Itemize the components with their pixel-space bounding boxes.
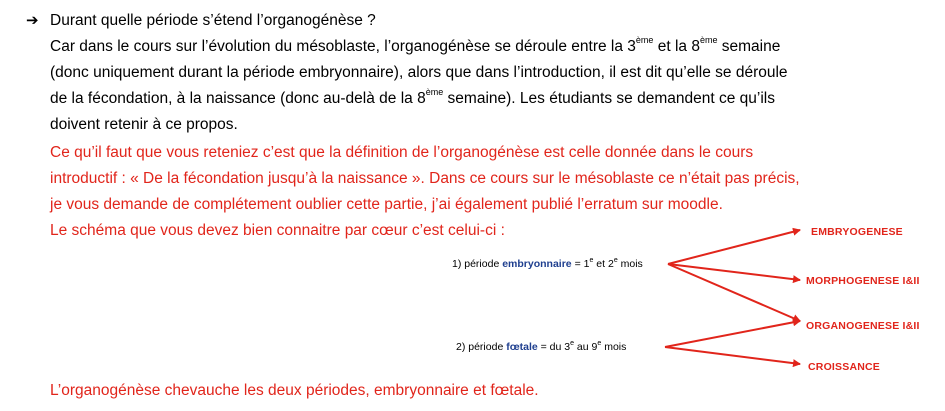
answer-conclusion: L’organogénèse chevauche les deux périodes, embryonnaire et fœtale.: [50, 382, 539, 399]
superscript: e: [589, 257, 594, 264]
question-title: Durant quelle période s’étend l’organogénèse ?: [50, 12, 376, 29]
text-segment: 1) période: [452, 258, 503, 270]
text-segment: semaine). Les étudiants se demandent ce qu’ils: [443, 90, 775, 107]
text-segment: et 2: [593, 258, 614, 270]
arrow-organogenese-from-fetal: [665, 321, 800, 347]
text-segment: mois: [617, 258, 643, 270]
text-segment: semaine: [717, 38, 781, 55]
text-segment: de la fécondation, à la naissance (donc au-delà de la 8: [50, 90, 426, 107]
text-segment: 2) période: [456, 341, 507, 353]
text-segment: = du 3: [537, 341, 571, 353]
question-line-4: doivent retenir à ce propos.: [50, 116, 238, 133]
text-segment: Car dans le cours sur l’évolution du mésoblaste, l’organogénèse se déroule entre la 3: [50, 38, 636, 55]
period-embryonic-term: embryonnaire: [502, 258, 572, 270]
answer-line-1: Ce qu’il faut que vous reteniez c’est que la définition de l’organogénèse est celle donnée dans le cours: [50, 144, 754, 161]
superscript: e: [613, 257, 618, 264]
superscript: ème: [699, 35, 718, 45]
answer-line-4: Le schéma que vous devez bien connaitre par cœur c’est celui-ci :: [50, 222, 505, 239]
text-segment: mois: [601, 341, 627, 353]
arrow-right-icon: ➔: [26, 12, 39, 29]
superscript: e: [570, 340, 575, 347]
superscript: e: [597, 340, 602, 347]
arrow-embryogenese: [668, 230, 800, 264]
label-croissance: CROISSANCE: [808, 361, 881, 373]
text-segment: = 1: [571, 258, 590, 270]
answer-line-2: introductif : « De la fécondation jusqu’à la naissance ». Dans ce cours sur le mésoblaste ce n’était pas précis,: [50, 170, 800, 187]
label-organogenese: ORGANOGENESE I&II: [806, 320, 920, 332]
answer-line-3: je vous demande de complétement oublier cette partie, j’ai également publié l’erratum sur moodle.: [50, 196, 723, 213]
label-morphogenese: MORPHOGENESE I&II: [806, 275, 920, 287]
superscript: ème: [425, 87, 444, 97]
superscript: ème: [635, 35, 654, 45]
period-fetal-term: fœtale: [506, 341, 538, 353]
text-segment: et la 8: [653, 38, 700, 55]
arrow-croissance: [665, 347, 800, 364]
label-embryogenese: EMBRYOGENESE: [811, 226, 903, 238]
text-segment: au 9: [574, 341, 598, 353]
question-line-2: (donc uniquement durant la période embryonnaire), alors que dans l’introduction, il est dit qu’elle se déroule: [50, 64, 788, 81]
